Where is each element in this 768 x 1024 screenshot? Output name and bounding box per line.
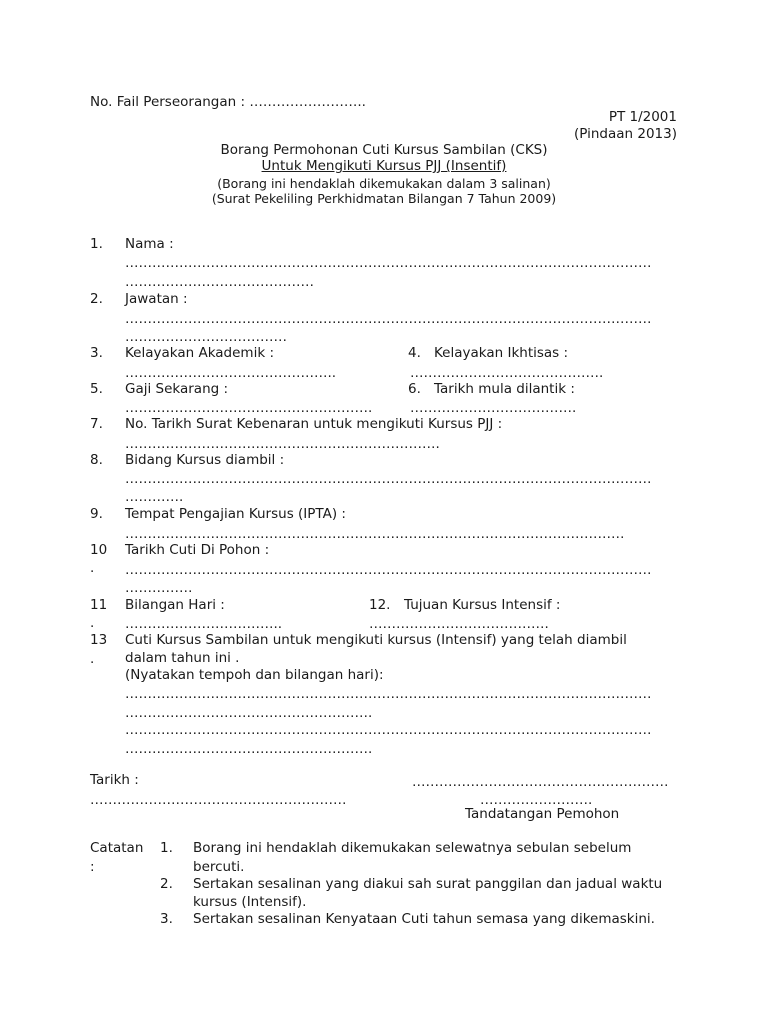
notes-colon: :	[90, 859, 95, 875]
item-13-number-dot: .	[90, 651, 95, 667]
item-6-label: Tarikh mula dilantik :	[434, 381, 575, 397]
item-1-field-line-2[interactable]: ……………………………………	[125, 274, 314, 290]
signature-label: Tandatangan Pemohon	[465, 806, 620, 822]
item-2-number: 2.	[90, 291, 103, 307]
form-reference: PT 1/2001	[608, 109, 677, 125]
item-11-number: 11	[90, 597, 108, 613]
item-10-label: Tarikh Cuti Di Pohon :	[125, 542, 270, 558]
item-13-instruction: (Nyatakan tempoh dan bilangan hari):	[125, 667, 384, 683]
item-3-field-line[interactable]: ………………………………………..	[125, 365, 337, 381]
file-number: No. Fail Perseorangan : ……………………..	[90, 94, 366, 110]
item-11-number-dot: .	[90, 615, 95, 631]
item-1-number: 1.	[90, 236, 103, 252]
item-2-field-line[interactable]: ………………………………………………………………………………………………………	[125, 311, 652, 327]
copies-note: (Borang ini hendaklah dikemukakan dalam 3 salinan)	[217, 176, 551, 191]
item-13-field-line[interactable]: ………………………………………………………………………………………………………	[125, 686, 652, 702]
item-5-number: 5.	[90, 381, 103, 397]
item-3-number: 3.	[90, 345, 103, 361]
item-12-label: Tujuan Kursus Intensif :	[404, 597, 561, 613]
signature-field-line-2[interactable]: …………………….	[480, 792, 593, 808]
item-4-field-line[interactable]: …………………………………….	[410, 365, 604, 381]
item-2-field-line-2[interactable]: ………………………………	[125, 329, 287, 345]
item-5-field-line[interactable]: ……………………………………………….	[125, 400, 373, 416]
signature-field-line[interactable]: …………………………………………………	[412, 774, 669, 790]
notes-label: Catatan	[90, 840, 144, 856]
item-13-label: Cuti Kursus Sambilan untuk mengikuti kursus (Intensif) yang telah diambil	[125, 632, 627, 648]
item-7-field-line[interactable]: …………………………………………………………….	[125, 436, 440, 452]
item-12-field-line[interactable]: ………………………………….	[369, 616, 549, 632]
item-4-label: Kelayakan Ikhtisas :	[434, 345, 569, 361]
date-label: Tarikh :	[90, 772, 139, 788]
item-10-field-line-2[interactable]: ……………	[125, 580, 193, 596]
item-10-field-line[interactable]: ………………………………………………………………………………………………………	[125, 562, 652, 578]
item-3-label: Kelayakan Akademik :	[125, 345, 274, 361]
note-2-text-2: kursus (Intensif).	[193, 894, 307, 910]
item-9-field-line[interactable]: …………………………………………………………………………………………………	[125, 526, 625, 542]
note-3-text: Sertakan sesalinan Kenyataan Cuti tahun semasa yang dikemaskini.	[193, 911, 655, 927]
form-subtitle: Untuk Mengikuti Kursus PJJ (Insentif)	[261, 158, 507, 174]
item-11-field-line[interactable]: ……………………………..	[125, 616, 283, 632]
form-amendment: (Pindaan 2013)	[573, 126, 677, 142]
item-11-label: Bilangan Hari :	[125, 597, 225, 613]
item-10-number: 10	[90, 542, 108, 558]
note-2-number: 2.	[160, 876, 173, 892]
item-9-number: 9.	[90, 506, 103, 522]
item-1-field-line[interactable]: ………………………………………………………………………………………………………	[125, 255, 652, 271]
note-1-text: Borang ini hendaklah dikemukakan selewatnya sebulan sebelum	[193, 840, 632, 856]
form-title: Borang Permohonan Cuti Kursus Sambilan (CKS)	[220, 142, 548, 158]
item-6-number: 6.	[408, 381, 421, 397]
date-field-line[interactable]: …………………………………………………	[90, 792, 347, 808]
note-1-text-2: bercuti.	[193, 859, 245, 875]
item-5-label: Gaji Sekarang :	[125, 381, 229, 397]
item-9-label: Tempat Pengajian Kursus (IPTA) :	[125, 506, 346, 522]
item-13-label-2: dalam tahun ini .	[125, 650, 240, 666]
item-13-field-line-2[interactable]: ……………………………………………….	[125, 705, 373, 721]
item-8-label: Bidang Kursus diambil :	[125, 452, 285, 468]
note-1-number: 1.	[160, 840, 173, 856]
item-13-field-line-4[interactable]: ……………………………………………….	[125, 741, 373, 757]
circular-note: (Surat Pekeliling Perkhidmatan Bilangan 7 Tahun 2009)	[211, 191, 557, 206]
item-8-number: 8.	[90, 452, 103, 468]
item-7-label: No. Tarikh Surat Kebenaran untuk mengikuti Kursus PJJ :	[125, 416, 503, 432]
item-8-field-line[interactable]: ………………………………………………………………………………………………………	[125, 471, 652, 487]
item-13-number: 13	[90, 632, 108, 648]
item-2-label: Jawatan :	[125, 291, 188, 307]
item-12-number: 12.	[369, 597, 391, 613]
note-3-number: 3.	[160, 911, 173, 927]
item-7-number: 7.	[90, 416, 103, 432]
item-8-field-line-2[interactable]: ………….	[125, 489, 184, 505]
item-6-field-line[interactable]: ……………………………….	[410, 400, 577, 416]
item-10-number-dot: .	[90, 560, 95, 576]
note-2-text: Sertakan sesalinan yang diakui sah surat panggilan dan jadual waktu	[193, 876, 663, 892]
item-13-field-line-3[interactable]: ………………………………………………………………………………………………………	[125, 722, 652, 738]
item-1-label: Nama :	[125, 236, 174, 252]
item-4-number: 4.	[408, 345, 421, 361]
